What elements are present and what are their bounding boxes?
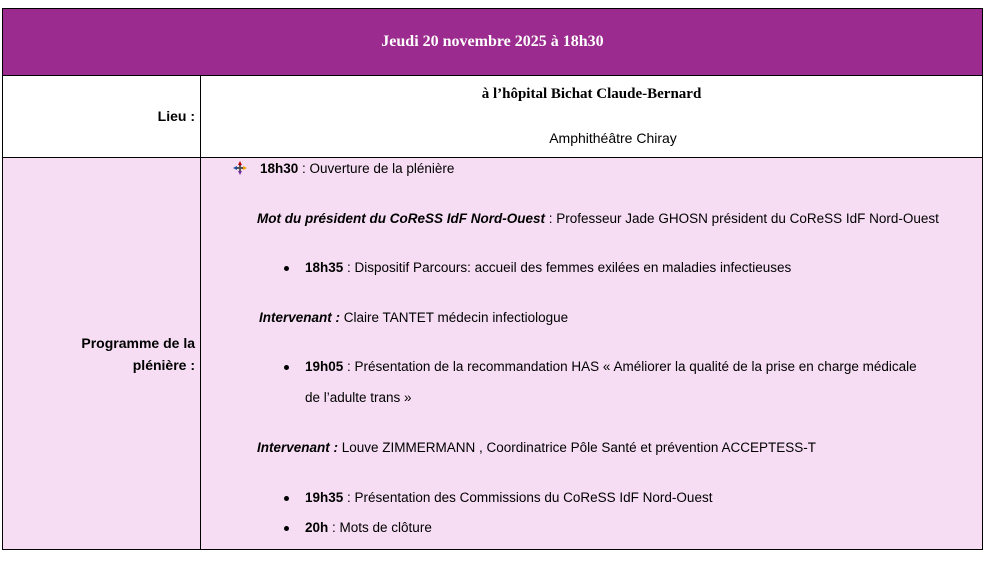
item3-sep: :: [343, 490, 355, 505]
opening-time: 18h30: [260, 161, 299, 176]
opening-text: Ouverture de la plénière: [309, 161, 455, 176]
bullet-item4: [284, 526, 289, 531]
president-line: [257, 211, 939, 226]
item1-text: Dispositif Parcours: accueil des femmes exilées en maladies infectieuses: [354, 260, 792, 275]
speaker-1-line: [259, 310, 568, 325]
agenda-item-4: [305, 520, 432, 535]
item3-time: 19h35: [305, 490, 344, 505]
room-name: Amphithéâtre Chiray: [549, 130, 677, 146]
agenda-item-1: [305, 260, 791, 275]
item2-sep: :: [343, 359, 355, 374]
speaker1-text: Claire TANTET médecin infectiologue: [340, 310, 569, 325]
opening-line: [260, 161, 454, 176]
agenda-item-2-cont: de l’adulte trans »: [305, 390, 412, 405]
agenda-item-2: [305, 359, 917, 374]
speaker-2-line: [257, 440, 816, 455]
date-title: Jeudi 20 novembre 2025 à 18h30: [381, 33, 604, 50]
speaker2-label: Intervenant :: [257, 440, 339, 455]
president-text: Professeur Jade GHOSN président du CoReSS IdF Nord-Ouest: [556, 211, 939, 226]
programme-label: [2, 332, 195, 376]
item4-text: Mots de clôture: [339, 520, 432, 535]
programme-label-line1: Programme de la: [81, 335, 195, 351]
programme-label-line2: plénière :: [132, 357, 195, 373]
item3-text: Présentation des Commissions du CoReSS IdF Nord-Ouest: [354, 490, 713, 505]
speaker1-label: Intervenant :: [259, 310, 341, 325]
bullet-item1: [284, 266, 289, 271]
item2-time: 19h05: [305, 359, 344, 374]
lieu-label: Lieu :: [157, 108, 195, 124]
hospital-name: à l’hôpital Bichat Claude-Bernard: [481, 86, 702, 102]
president-sep: :: [545, 211, 557, 226]
four-arrows-icon: [233, 161, 247, 175]
column-divider: [200, 75, 201, 550]
item1-time: 18h35: [305, 260, 344, 275]
bullet-item2: [284, 365, 289, 370]
speaker2-text: Louve ZIMMERMANN , Coordinatrice Pôle Santé et prévention ACCEPTESS-T: [338, 440, 816, 455]
bullet-item3: [284, 496, 289, 501]
item1-sep: :: [343, 260, 355, 275]
date-header: [2, 8, 983, 76]
agenda-item-3: [305, 490, 712, 505]
item4-sep: :: [328, 520, 340, 535]
item2-text-line1: Présentation de la recommandation HAS « Améliorer la qualité de la prise en charge médicale: [354, 359, 917, 374]
president-label: Mot du président du CoReSS IdF Nord-Ouest: [257, 211, 545, 226]
opening-sep: :: [298, 161, 310, 176]
item4-time: 20h: [305, 520, 329, 535]
